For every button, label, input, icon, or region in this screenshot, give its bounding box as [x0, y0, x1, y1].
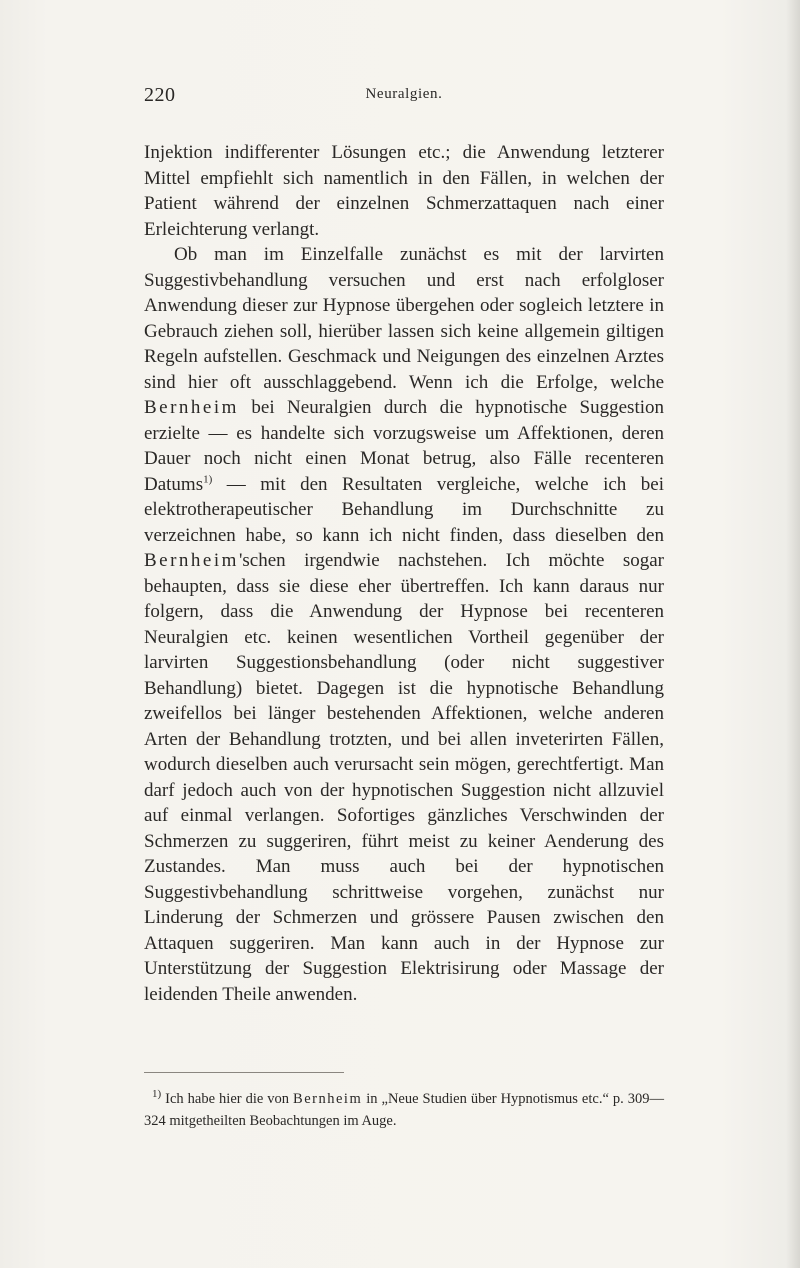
- footnote-reference: 1): [203, 473, 213, 486]
- paragraph-2-part-d: 'schen irgendwie nachstehen. Ich möchte sogar behaupten, dass sie diese eher übertreffen. Ich kann daraus nur folgern, dass die Anwendung der Hypnose bei recenteren Neuralgien etc. keinen wesentlichen Vortheil gegenüber der larvirten Suggestionsbehandlung (oder nicht suggestiver Behandlung) bietet. Dagegen ist die hypnotische Behandlung zweifellos bei länger bestehenden Affektionen, welche anderen Arten der Behandlung trotzten, und bei allen inveterirten Fällen, wodurch dieselben auch verursacht sein mögen, gerechtfertigt. Man darf jedoch auch von der hypnotischen Suggestion nicht allzuviel auf einmal verlangen. Sofortiges gänzliches Verschwinden der Schmerzen zu suggeriren, führt meist zu keiner Aenderung des Zustandes. Man muss auch bei der hypnotischen Suggestivbehandlung schrittweise vorgehen, zunächst nur Linderung der Schmerzen und grössere Pausen zwischen den Attaquen suggeriren. Man kann auch in der Hypnose zur Unterstützung der Suggestion Elektrisirung oder Massage der leidenden Theile anwenden.: [144, 550, 664, 1005]
- paragraph-2-part-c: — mit den Resultaten vergleiche, welche ich bei elektrotherapeutischer Behandlung im Durchschnitte zu verzeichnen habe, so kann ich nicht finden, dass dieselben den: [144, 473, 664, 546]
- paragraph-1: Injektion indifferenter Lösungen etc.; die Anwendung letzterer Mittel empfiehlt sich namentlich in den Fällen, in welchen der Patient während der einzelnen Schmerzattaquen nach einer Erleichterung verlangt.: [144, 142, 664, 240]
- footnote-marker: 1): [152, 1088, 162, 1101]
- footnote-part-a: Ich habe hier die von: [165, 1091, 290, 1107]
- footnote-author-name: Bernheim: [293, 1091, 363, 1107]
- page-number: 220: [144, 84, 176, 106]
- paragraph-2-part-a: Ob man im Einzelfalle zunächst es mit der larvirten Suggestivbehandlung versuchen und erst nach erfolgloser Anwendung dieser zur Hypnose übergehen oder sogleich letztere in Gebrauch ziehen soll, hierüber lassen sich keine allgemein giltigen Regeln aufstellen. Geschmack und Neigungen des einzelnen Arztes sind hier oft ausschlaggebend. Wenn ich die Erfolge, welche: [144, 244, 664, 393]
- page-header: [144, 84, 664, 110]
- author-name-bernheim-2: Bernheim: [144, 550, 239, 571]
- paragraph-2: [144, 242, 664, 1007]
- paragraph-2-part-b: bei Neuralgien durch die hypnotische Suggestion erzielte — es handelte sich vorzugsweise um Affektionen, deren Dauer noch nicht einen Monat betrug, also Fälle recenteren Datums: [144, 397, 665, 495]
- footnote-divider: [144, 1072, 344, 1073]
- body-text: [144, 140, 664, 1007]
- footnote-part-b: in „Neue Studien über Hypnotismus etc.“ p. 309—324 mitgetheilten Beobachtungen im Auge.: [144, 1091, 665, 1129]
- running-head: Neuralgien.: [365, 86, 443, 102]
- footnote-text: [144, 1088, 664, 1132]
- author-name-bernheim: Bernheim: [144, 397, 239, 418]
- page-edge-shadow: [786, 0, 800, 1268]
- footnote: [144, 1088, 664, 1132]
